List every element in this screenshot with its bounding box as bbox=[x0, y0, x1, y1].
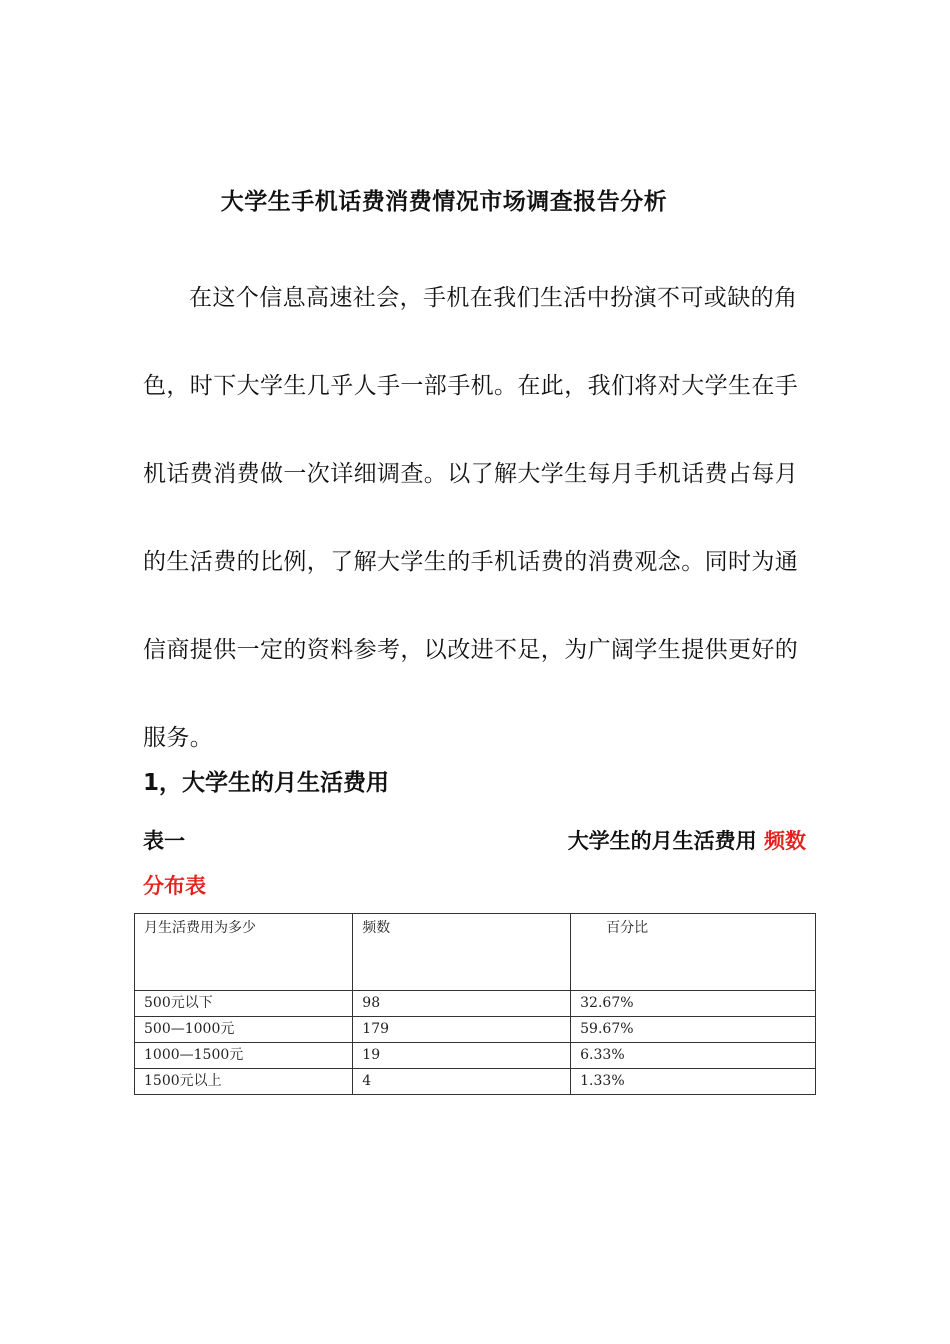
table-cell: 1.33% bbox=[571, 1069, 816, 1095]
table-cell: 179 bbox=[353, 1017, 571, 1043]
table-row bbox=[135, 991, 816, 1017]
table-cell: 4 bbox=[353, 1069, 571, 1095]
table-cell: 32.67% bbox=[571, 991, 816, 1017]
intro-line: 机话费消费做一次详细调查。以了解大学生每月手机话费占每月 bbox=[143, 461, 799, 487]
intro-paragraph bbox=[143, 254, 823, 782]
table-caption-label: 表一 bbox=[143, 829, 185, 853]
intro-line: 的生活费的比例，了解大学生的手机话费的消费观念。同时为通 bbox=[143, 549, 799, 575]
intro-line: 信商提供一定的资料参考，以改进不足，为广阔学生提供更好的 bbox=[143, 637, 799, 663]
table-cell: 98 bbox=[353, 991, 571, 1017]
table-caption-title bbox=[568, 825, 806, 855]
table-header-cell: 百分比 bbox=[571, 914, 816, 991]
frequency-table bbox=[134, 913, 816, 1095]
table-header-row bbox=[135, 914, 816, 991]
intro-line: 服务。 bbox=[143, 725, 214, 751]
table-cell: 1500元以上 bbox=[135, 1069, 353, 1095]
table-header-cell: 月生活费用为多少 bbox=[135, 914, 353, 991]
intro-line: 色，时下大学生几乎人手一部手机。在此，我们将对大学生在手 bbox=[143, 373, 799, 399]
table-cell: 500—1000元 bbox=[135, 1017, 353, 1043]
intro-line: 在这个信息高速社会，手机在我们生活中扮演不可或缺的角 bbox=[189, 285, 798, 311]
table-cell: 1000—1500元 bbox=[135, 1043, 353, 1069]
table-caption-title-highlight: 频数 bbox=[764, 829, 806, 853]
document-title: 大学生手机话费消费情况市场调查报告分析 bbox=[220, 189, 668, 215]
table-row bbox=[135, 1017, 816, 1043]
table-caption bbox=[143, 825, 806, 859]
section-heading: 1，大学生的月生活费用 bbox=[143, 770, 390, 796]
table-caption-continuation: 分布表 bbox=[143, 874, 206, 898]
table-cell: 59.67% bbox=[571, 1017, 816, 1043]
table-cell: 500元以下 bbox=[135, 991, 353, 1017]
table-header-cell: 频数 bbox=[353, 914, 571, 991]
table-cell: 6.33% bbox=[571, 1043, 816, 1069]
table-row bbox=[135, 1069, 816, 1095]
table-caption-title-text: 大学生的月生活费用 bbox=[567, 829, 757, 853]
table-row bbox=[135, 1043, 816, 1069]
table-cell: 19 bbox=[353, 1043, 571, 1069]
